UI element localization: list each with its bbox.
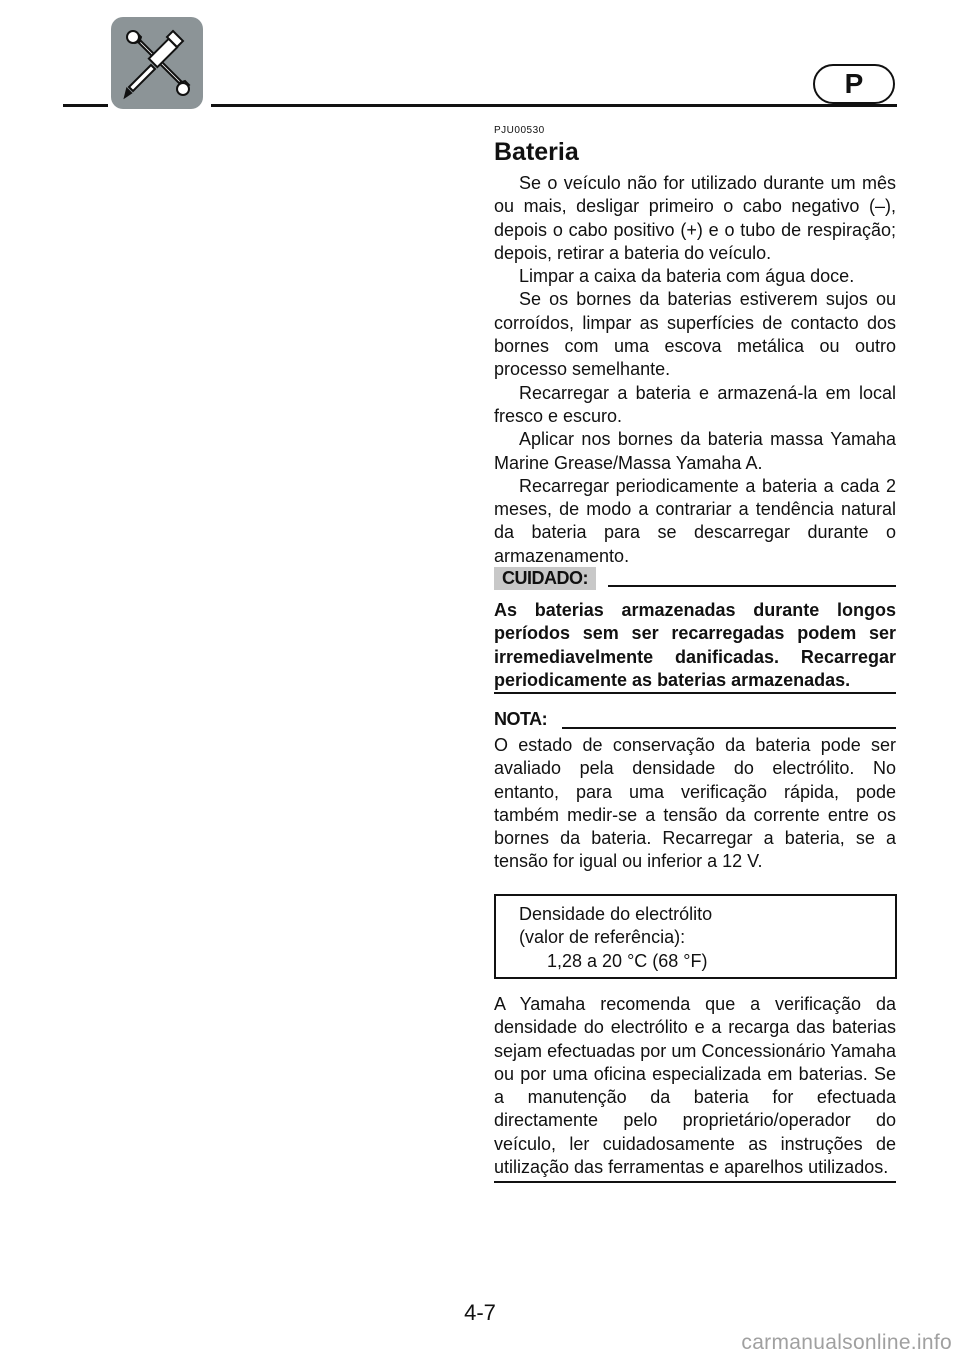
battery-instructions (494, 172, 896, 568)
paragraph: Limpar a caixa da bateria com água doce. (519, 266, 855, 287)
language-badge: P (813, 64, 895, 104)
page-number: 4-7 (464, 1300, 496, 1325)
note-text: O estado de conservação da bateria pode ser avaliado pela densidade do electrólito. No entanto, para uma verificação rápida, pode também medir-se a tensão da corrente entre os bornes da bateria. Recarregar a bateria, se a tensão for igual ou inferior a 12 V. (494, 735, 896, 872)
caution-label: CUIDADO: (494, 567, 596, 590)
paragraph: Recarregar periodicamente a bateria a cada 2 meses, de modo a contrariar a tendência natural da bateria para se descarregar durante o armazenamento. (494, 475, 896, 566)
paragraph: Aplicar nos bornes da bateria massa Yamaha Marine Grease/Massa Yamaha A. (494, 429, 896, 473)
note-header (494, 709, 896, 733)
caution-header (494, 565, 896, 593)
section-title: Bateria (494, 138, 579, 166)
paragraph: Se o veículo não for utilizado durante um mês ou mais, desligar primeiro o cabo negativo (–), depois o cabo positivo (+) e o tubo de respiração; depois, retirar a bateria do veículo. (494, 173, 896, 263)
caution-end-rule (494, 692, 896, 694)
header-rule-right (211, 104, 897, 107)
section-code: PJU00530 (494, 125, 545, 136)
paragraph: Recarregar a bateria e armazená-la em local fresco e escuro. (494, 382, 896, 426)
caution-text: As baterias armazenadas durante longos períodos sem ser recarregadas podem ser irremediavelmente danificadas. Recarregar periodicamente as baterias armazenadas. (494, 600, 896, 690)
spec-value: 1,28 a 20 °C (68 °F) (547, 950, 708, 971)
note-label: NOTA: (494, 709, 548, 729)
specification-box (494, 894, 897, 979)
section-end-rule (494, 1181, 896, 1183)
header-rule-left (63, 104, 108, 107)
note-rule (562, 727, 896, 729)
final-paragraph: A Yamaha recomenda que a verificação da densidade do electrólito e a recarga das baterias sejam efectuadas por um Concessionário Yamaha ou por uma oficina especializada em baterias. Se a manutenção da bateria for efectuada directamente pelo proprietário/operador do veículo, ler cuidadosamente as instruções de utilização das ferramentas e aparelhos utilizados. (494, 994, 896, 1178)
caution-rule (608, 585, 896, 587)
tools-maintenance-icon (111, 17, 203, 109)
spec-sublabel: (valor de referência): (519, 927, 686, 948)
spec-label: Densidade do electrólito (519, 904, 713, 924)
paragraph: Se os bornes da baterias estiverem sujos ou corroídos, limpar as superfícies de contacto dos bornes com uma escova metálica ou outro processo semelhante. (494, 289, 896, 380)
watermark: carmanualsonline.info (741, 1331, 952, 1354)
